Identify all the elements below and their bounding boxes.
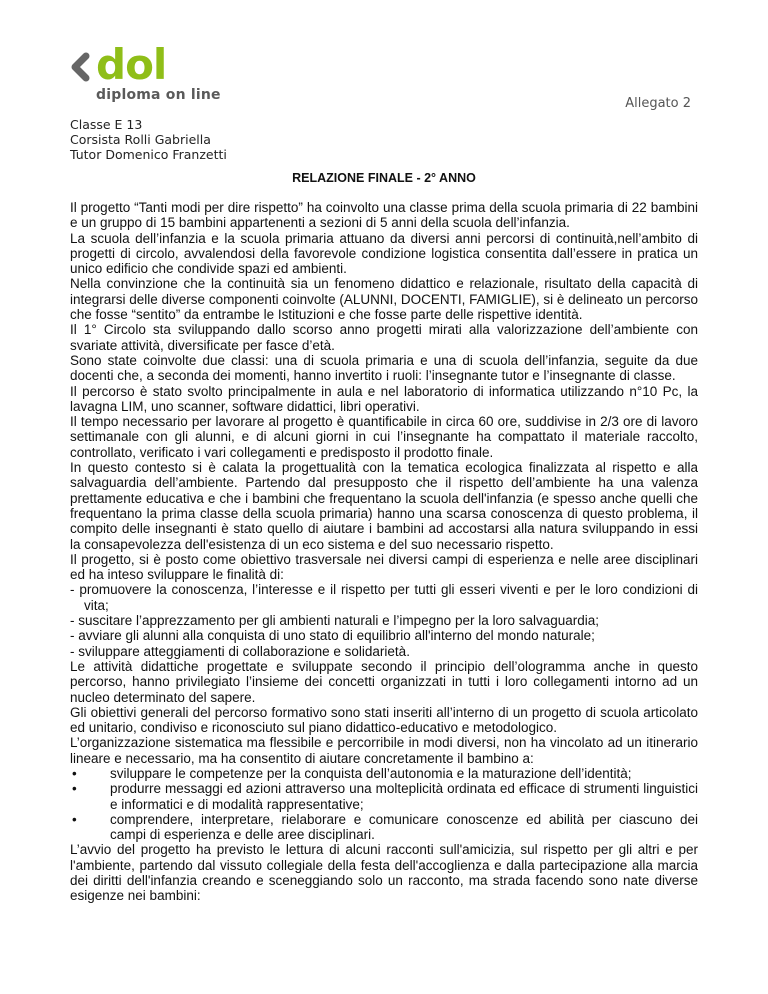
paragraph: Sono state coinvolte due classi: una di scuola primaria e una di scuola dell’infanzia, seguite da due docenti che, a seconda dei momenti, hanno invertito i ruoli: l’insegnante tutor e l’insegnante di classe.	[70, 352, 698, 384]
dash-list-item: - avviare gli alunni alla conquista di uno stato di equilibrio all'interno del mondo naturale;	[70, 628, 595, 644]
paragraph: Il progetto, si è posto come obiettivo trasversale nei diversi campi di esperienza e nelle aree disciplinari ed ha inteso sviluppare le finalità di:	[70, 551, 698, 583]
dash-list-item: - promuovere la conoscenza, l’interesse e il rispetto per tutti gli esseri viventi e per le loro condizioni di vita;	[70, 582, 698, 613]
attachment-label: Allegato 2	[625, 96, 691, 111]
dash-list-item: - sviluppare atteggiamenti di collaborazione e solidarietà.	[70, 643, 410, 659]
paragraph: La scuola dell’infanzia e la scuola primaria attuano da diversi anni percorsi di continuità,nell’ambito di progetti di circolo, avvalendosi della favorevole condizione logistica consentita dall’essere in pratica un unico edificio che condivide spazi ed ambienti.	[70, 230, 698, 277]
tutor-line: Tutor Domenico Franzetti	[70, 147, 227, 162]
paragraph: Il 1° Circolo sta sviluppando dallo scorso anno progetti mirati alla valorizzazione dell’ambiente con svariate attività, diversificate per fasce d’età.	[70, 322, 698, 353]
paragraph: Il progetto “Tanti modi per dire rispetto” ha coinvolto una classe prima della scuola primaria di 22 bambini e un gruppo di 15 bambini appartenenti a sezioni di 5 anni della scuola dell’infanzia.	[70, 200, 698, 231]
bullet-icon: •	[72, 811, 77, 827]
paragraph: Il tempo necessario per lavorare al progetto è quantificabile in circa 60 ore, suddivise in 2/3 ore di lavoro settimanale con gli alunni, e di alcuni giorni in cui l’insegnante ha compattato il materiale raccolto, controllato, verificato i vari collegamenti e predisposto il prodotto finale.	[70, 414, 698, 460]
bullet-text: comprendere, interpretare, rielaborare e comunicare conoscenze ed abilità per ciascuno dei campi di esperienza e delle aree disciplinari.	[110, 811, 698, 843]
bullet-text: sviluppare le competenze per la conquista dell’autonomia e la maturazione dell’identità;	[110, 765, 632, 781]
paragraph: Le attività didattiche progettate e sviluppate secondo il principio dell’ologramma anche in questo percorso, hanno privilegiato l’insieme dei concetti organizzati in tutti i loro collegamenti intorno ad un nucleo determinato del sapere.	[70, 658, 698, 705]
paragraph: Il percorso è stato svolto principalmente in aula e nel laboratorio di informatica utilizzando n°10 Pc, la lavagna LIM, uno scanner, software didattici, libri operativi.	[70, 383, 698, 414]
logo-wordmark: dol	[96, 40, 167, 89]
bullet-text: produrre messaggi ed azioni attraverso una molteplicità ordinata ed efficace di strumenti linguistici e informatici e di modalità rappresentative;	[110, 781, 698, 812]
report-body	[70, 200, 698, 904]
paragraph: L’avvio del progetto ha previsto le lettura di alcuni racconti sull'amicizia, sul rispetto per gli altri e per l'ambiente, partendo dal vissuto collegiale della festa dell'accoglienza e dalla partecipazione alla marcia dei diritti dell'infanzia creando e sceneggiando solo un racconto, ma strada facendo sono nate diverse esigenze nei bambini:	[70, 842, 698, 904]
bullet-list-item	[70, 766, 698, 781]
page-title: RELAZIONE FINALE - 2° ANNO	[292, 171, 476, 185]
paragraph: Nella convinzione che la continuità sia un fenomeno didattico e relazionale, risultato della capacità di integrarsi delle diverse componenti coinvolte (ALUNNI, DOCENTI, FAMIGLIE), si è delineato un percorso che fosse “sentito” da entrambe le Istituzioni e che fosse parte delle rispettive identità.	[70, 276, 699, 323]
paragraph: Gli obiettivi generali del percorso formativo sono stati inseriti all’interno di un progetto di scuola articolato ed unitario, condiviso e riconosciuto sul piano didattico-educativo e metodologico.	[70, 704, 698, 736]
paragraph: L’organizzazione sistematica ma flessibile e percorribile in modi diversi, non ha vincolato ad un itinerario lineare e necessario, ma ha consentito di aiutare concretamente il bambino a:	[70, 735, 698, 766]
header-info	[70, 117, 227, 162]
paragraph: In questo contesto si è calata la progettualità con la tematica ecologica finalizzata al rispetto e alla salvaguardia dell’ambiente. Partendo dal presupposto che il rispetto dell’ambiente ha una valenza prettamente educativa e che i bambini che frequentano la scuola dell'infanzia (e spesso anche quelli che frequentano la prima classe della scuola primaria) hanno una scarsa conoscenza di questo problema, il compito delle insegnanti è stato quello di aiutare i bambini ad accostarsi alla natura sviluppando in essi la consapevolezza dell'esistenza di un eco sistema e del suo necessario rispetto.	[70, 460, 698, 552]
dash-list-item: - suscitare l’apprezzamento per gli ambienti naturali e l’impegno per la loro salvaguardia;	[70, 613, 600, 629]
bullet-list-item	[70, 781, 698, 812]
class-line: Classe E 13	[70, 117, 143, 132]
dol-logo	[70, 40, 290, 108]
logo-subtitle: diploma on line	[96, 87, 221, 103]
bullet-icon: •	[72, 781, 77, 797]
bullet-icon: •	[72, 765, 77, 781]
chevron-left-icon	[70, 52, 92, 82]
bullet-list-item	[70, 812, 698, 843]
bullet-list	[70, 766, 698, 842]
student-line: Corsista Rolli Gabriella	[70, 132, 211, 147]
